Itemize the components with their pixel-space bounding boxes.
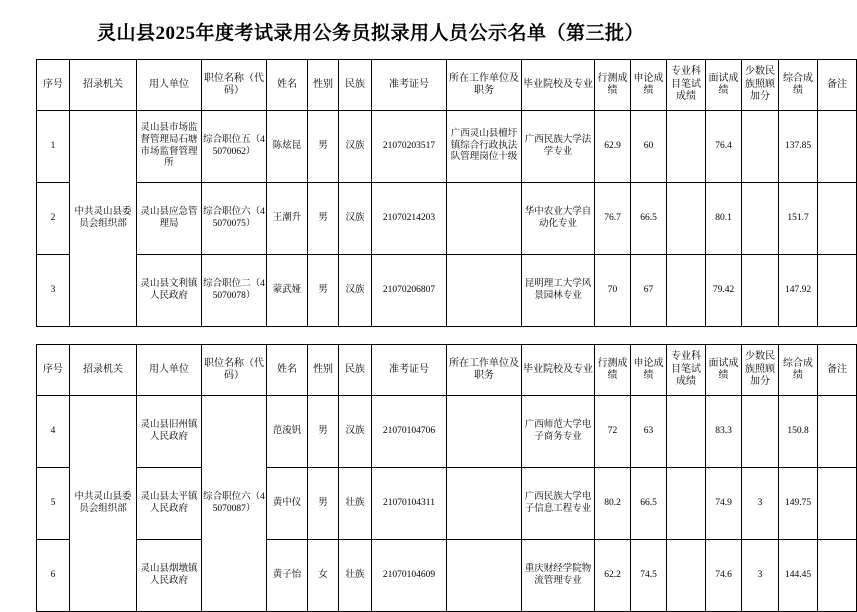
cell-nation: 汉族 (339, 255, 372, 327)
table-row (37, 540, 857, 612)
cell-sex: 男 (308, 255, 339, 327)
cell-nation: 壮族 (339, 468, 372, 540)
cell-nation: 汉族 (339, 396, 372, 468)
table-row (37, 468, 857, 540)
cell-seq: 6 (37, 540, 70, 612)
cell-shenlun: 67 (631, 255, 667, 327)
cell-mianshi: 74.9 (706, 468, 742, 540)
cell-minzu-bonus (742, 111, 779, 183)
cell-unit: 灵山县文利镇人民政府 (137, 255, 202, 327)
col-header-unit: 用人单位 (137, 345, 202, 396)
cell-nation: 汉族 (339, 111, 372, 183)
cell-school: 昆明理工大学风景园林专业 (522, 255, 595, 327)
cell-org: 中共灵山县委员会组织部 (70, 396, 137, 612)
col-header-mianshi: 面试成绩 (706, 345, 742, 396)
cell-unit: 灵山县旧州镇人民政府 (137, 396, 202, 468)
cell-name: 蒙武娅 (267, 255, 308, 327)
cell-exam-no: 21070214203 (372, 183, 447, 255)
table-header-2 (37, 345, 857, 396)
publicity-table-2 (36, 344, 857, 612)
cell-school: 重庆财经学院物流管理专业 (522, 540, 595, 612)
cell-prof (667, 111, 706, 183)
col-header-position: 职位名称（代码） (202, 60, 267, 111)
col-header-xingce: 行测成绩 (595, 60, 631, 111)
cell-remark (818, 468, 857, 540)
cell-seq: 2 (37, 183, 70, 255)
cell-xingce: 62.2 (595, 540, 631, 612)
cell-minzu-bonus (742, 183, 779, 255)
cell-remark (818, 396, 857, 468)
table-header-1 (37, 60, 857, 111)
cell-school: 华中农业大学自动化专业 (522, 183, 595, 255)
col-header-org: 招录机关 (70, 345, 137, 396)
publicity-table-1 (36, 59, 857, 327)
cell-unit: 灵山县应急管理局 (137, 183, 202, 255)
cell-work-unit (447, 255, 522, 327)
cell-xingce: 80.2 (595, 468, 631, 540)
col-header-work-unit: 所在工作单位及职务 (447, 345, 522, 396)
cell-minzu-bonus (742, 255, 779, 327)
table-header-row (37, 60, 857, 111)
cell-name: 黄中仪 (267, 468, 308, 540)
cell-name: 范浚钒 (267, 396, 308, 468)
cell-shenlun: 66.5 (631, 468, 667, 540)
cell-exam-no: 21070104311 (372, 468, 447, 540)
cell-seq: 3 (37, 255, 70, 327)
table-block-1 (36, 59, 847, 327)
cell-shenlun: 74.5 (631, 540, 667, 612)
cell-position: 综合职位五（45070062） (202, 111, 267, 183)
cell-position: 综合职位六（45070075） (202, 183, 267, 255)
cell-unit: 灵山县太平镇人民政府 (137, 468, 202, 540)
col-header-zonghe: 综合成绩 (779, 60, 818, 111)
cell-zonghe: 150.8 (779, 396, 818, 468)
cell-name: 王潮升 (267, 183, 308, 255)
col-header-mianshi: 面试成绩 (706, 60, 742, 111)
cell-seq: 5 (37, 468, 70, 540)
cell-position: 综合职位六（45070087） (202, 396, 267, 612)
cell-prof (667, 540, 706, 612)
cell-nation: 壮族 (339, 540, 372, 612)
cell-shenlun: 63 (631, 396, 667, 468)
cell-sex: 男 (308, 183, 339, 255)
cell-seq: 1 (37, 111, 70, 183)
table-row (37, 396, 857, 468)
cell-work-unit (447, 396, 522, 468)
col-header-nation: 民族 (339, 60, 372, 111)
cell-zonghe: 144.45 (779, 540, 818, 612)
cell-shenlun: 60 (631, 111, 667, 183)
cell-exam-no: 21070104706 (372, 396, 447, 468)
col-header-school: 毕业院校及专业 (522, 345, 595, 396)
cell-mianshi: 76.4 (706, 111, 742, 183)
cell-zonghe: 151.7 (779, 183, 818, 255)
col-header-prof: 专业科目笔试成绩 (667, 345, 706, 396)
cell-zonghe: 147.92 (779, 255, 818, 327)
cell-sex: 男 (308, 468, 339, 540)
cell-sex: 女 (308, 540, 339, 612)
cell-work-unit: 广西灵山县檀圩镇综合行政执法队管理岗位十级 (447, 111, 522, 183)
cell-mianshi: 74.6 (706, 540, 742, 612)
cell-nation: 汉族 (339, 183, 372, 255)
table-row (37, 111, 857, 183)
cell-sex: 男 (308, 396, 339, 468)
cell-prof (667, 183, 706, 255)
cell-school: 广西师范大学电子商务专业 (522, 396, 595, 468)
cell-unit: 灵山县市场监督管理局石塘市场监督管理所 (137, 111, 202, 183)
cell-sex: 男 (308, 111, 339, 183)
cell-prof (667, 255, 706, 327)
col-header-nation: 民族 (339, 345, 372, 396)
col-header-work-unit: 所在工作单位及职务 (447, 60, 522, 111)
cell-remark (818, 183, 857, 255)
cell-remark (818, 540, 857, 612)
cell-prof (667, 396, 706, 468)
table-block-2 (36, 344, 847, 612)
table-body-2 (37, 396, 857, 612)
cell-exam-no: 21070203517 (372, 111, 447, 183)
cell-minzu-bonus (742, 396, 779, 468)
col-header-sex: 性别 (308, 345, 339, 396)
cell-prof (667, 468, 706, 540)
cell-org: 中共灵山县委员会组织部 (70, 111, 137, 327)
col-header-minzu-bonus: 少数民族照顾加分 (742, 60, 779, 111)
col-header-shenlun: 申论成绩 (631, 345, 667, 396)
col-header-school: 毕业院校及专业 (522, 60, 595, 111)
cell-xingce: 76.7 (595, 183, 631, 255)
col-header-seq: 序号 (37, 345, 70, 396)
col-header-name: 姓名 (267, 345, 308, 396)
cell-minzu-bonus: 3 (742, 540, 779, 612)
page-title: 灵山县2025年度考试录用公务员拟录用人员公示名单（第三批） (96, 23, 644, 44)
cell-exam-no: 21070104609 (372, 540, 447, 612)
col-header-remark: 备注 (818, 345, 857, 396)
col-header-exam-no: 准考证号 (372, 345, 447, 396)
table-body-1 (37, 111, 857, 327)
cell-mianshi: 80.1 (706, 183, 742, 255)
table-row (37, 255, 857, 327)
cell-name: 黄子怡 (267, 540, 308, 612)
col-header-minzu-bonus: 少数民族照顾加分 (742, 345, 779, 396)
cell-school: 广西民族大学法学专业 (522, 111, 595, 183)
cell-minzu-bonus: 3 (742, 468, 779, 540)
col-header-name: 姓名 (267, 60, 308, 111)
table-row (37, 183, 857, 255)
col-header-sex: 性别 (308, 60, 339, 111)
cell-position: 综合职位二（45070078） (202, 255, 267, 327)
cell-exam-no: 21070206807 (372, 255, 447, 327)
cell-zonghe: 149.75 (779, 468, 818, 540)
cell-remark (818, 111, 857, 183)
col-header-unit: 用人单位 (137, 60, 202, 111)
col-header-remark: 备注 (818, 60, 857, 111)
cell-mianshi: 79.42 (706, 255, 742, 327)
col-header-seq: 序号 (37, 60, 70, 111)
cell-mianshi: 83.3 (706, 396, 742, 468)
cell-name: 陈炫昆 (267, 111, 308, 183)
cell-shenlun: 66.5 (631, 183, 667, 255)
col-header-shenlun: 申论成绩 (631, 60, 667, 111)
cell-work-unit (447, 183, 522, 255)
col-header-exam-no: 准考证号 (372, 60, 447, 111)
cell-unit: 灵山县烟墩镇人民政府 (137, 540, 202, 612)
col-header-prof: 专业科目笔试成绩 (667, 60, 706, 111)
cell-school: 广西民族大学电子信息工程专业 (522, 468, 595, 540)
cell-xingce: 72 (595, 396, 631, 468)
col-header-org: 招录机关 (70, 60, 137, 111)
cell-xingce: 62.9 (595, 111, 631, 183)
table-header-row (37, 345, 857, 396)
col-header-zonghe: 综合成绩 (779, 345, 818, 396)
cell-seq: 4 (37, 396, 70, 468)
cell-zonghe: 137.85 (779, 111, 818, 183)
col-header-position: 职位名称（代码） (202, 345, 267, 396)
cell-remark (818, 255, 857, 327)
cell-xingce: 70 (595, 255, 631, 327)
cell-work-unit (447, 540, 522, 612)
cell-work-unit (447, 468, 522, 540)
col-header-xingce: 行测成绩 (595, 345, 631, 396)
